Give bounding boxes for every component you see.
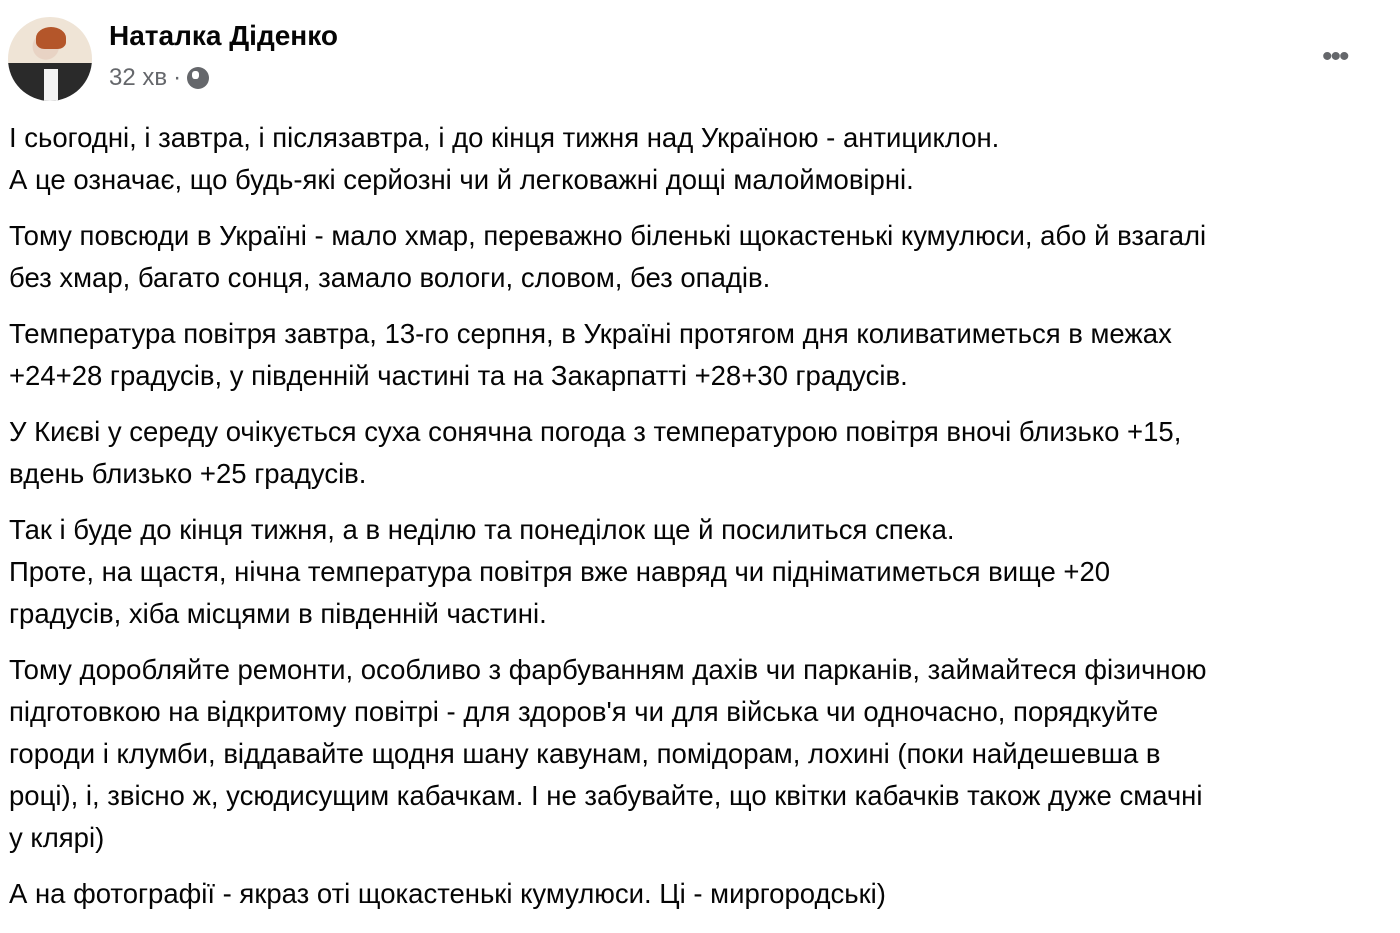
post-text-line: А на фотографії - якраз оті щокастенькі кумулюси. Ці - миргородські): [9, 878, 886, 909]
post-text-line: у клярі): [9, 822, 105, 853]
post-paragraph: [9, 117, 1394, 201]
post-body: [9, 117, 1394, 929]
post-paragraph: [9, 509, 1394, 635]
author-name[interactable]: Наталка Діденко: [109, 20, 338, 51]
avatar-hair: [36, 27, 66, 49]
post-paragraph: [9, 313, 1394, 397]
post-text-line: вдень близько +25 градусів.: [9, 458, 367, 489]
avatar-shirt: [44, 69, 58, 101]
post-text-line: Температура повітря завтра, 13-го серпня, в Україні протягом дня коливатиметься в межах: [9, 318, 1172, 349]
post-text-line: І сьогодні, і завтра, і післязавтра, і до кінця тижня над Україною - антициклон.: [9, 122, 1000, 153]
post-text-line: Проте, на щастя, нічна температура повітря вже навряд чи підніматиметься вище +20: [9, 556, 1111, 587]
post-text-line: У Києві у середу очікується суха сонячна погода з температурою повітря вночі близько +15,: [9, 416, 1182, 447]
author-avatar[interactable]: [8, 17, 92, 101]
post-text-line: році), і, звісно ж, усюдисущим кабачкам. І не забувайте, що квітки кабачків також дуже смачні: [9, 780, 1203, 811]
post-text-line: без хмар, багато сонця, замало вологи, словом, без опадів.: [9, 262, 771, 293]
post-text-line: городи і клумби, віддавайте щодня шану кавунам, помідорам, лохині (поки найдешевша в: [9, 738, 1161, 769]
globe-icon[interactable]: [187, 67, 209, 89]
post-paragraph: [9, 411, 1394, 495]
post-paragraph: [9, 649, 1394, 859]
post-paragraph: [9, 873, 1394, 915]
post-text-line: +24+28 градусів, у південній частині та на Закарпатті +28+30 градусів.: [9, 360, 908, 391]
meta-separator: ·: [173, 64, 182, 91]
post-paragraph: [9, 215, 1394, 299]
post-text-line: градусів, хіба місцями в південній частині.: [9, 598, 547, 629]
post-time[interactable]: 32 хв: [109, 64, 168, 91]
post-meta: [109, 64, 209, 92]
post-text-line: підготовкою на відкритому повітрі - для здоров'я чи для війська чи одночасно, порядкуйте: [9, 696, 1159, 727]
post-text-line: Тому повсюди в Україні - мало хмар, переважно біленькі щокастенькі кумулюси, або й взагалі: [9, 220, 1207, 251]
more-options-icon[interactable]: •••: [1322, 40, 1348, 73]
post-text-line: Так і буде до кінця тижня, а в неділю та понеділок ще й посилиться спека.: [9, 514, 955, 545]
post-text-line: А це означає, що будь-які серйозні чи й легковажні дощі малоймовірні.: [9, 164, 914, 195]
post-text-line: Тому доробляйте ремонти, особливо з фарбуванням дахів чи парканів, займайтеся фізичною: [9, 654, 1207, 685]
